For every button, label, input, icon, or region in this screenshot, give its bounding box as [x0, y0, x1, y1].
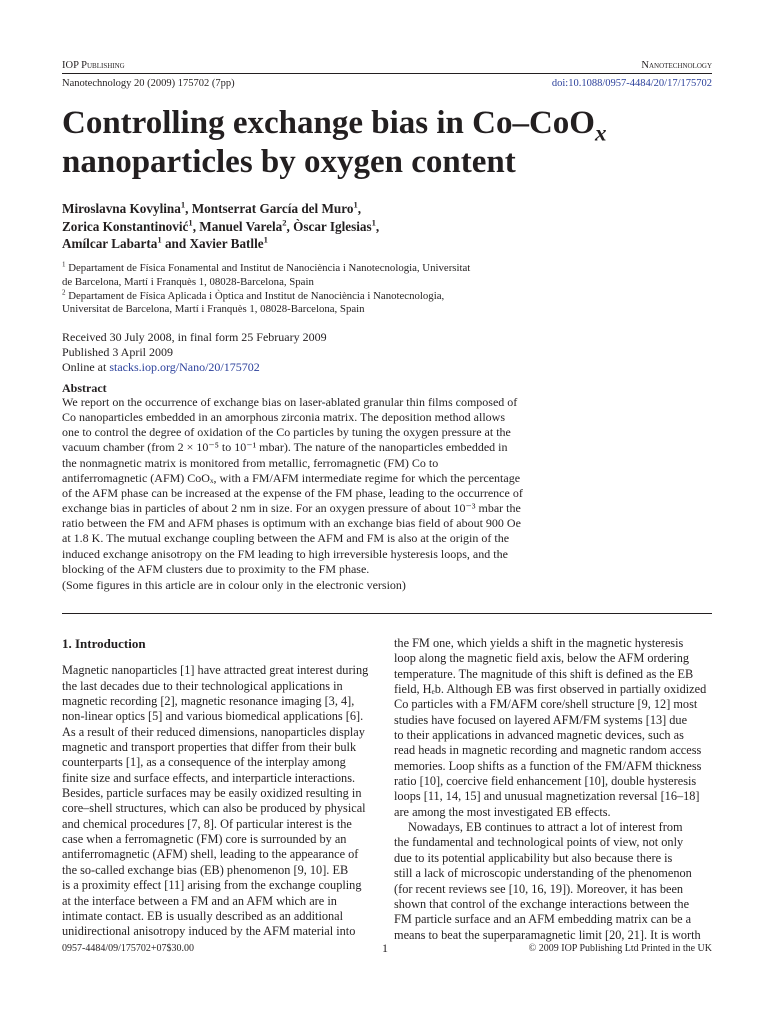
body-line: loop along the magnetic field axis, below the AFM ordering — [394, 651, 690, 666]
author-affiliation-mark: 2 — [282, 217, 287, 228]
doi-link[interactable]: doi:10.1088/0957-4484/20/17/175702 — [551, 78, 712, 89]
abstract-line: antiferromagnetic (AFM) CoOₓ, with a FM/AFM intermediate regime for which the percentage — [62, 470, 521, 485]
author-affiliation-mark: 1 — [180, 199, 186, 210]
section-heading: 1. Introduction — [62, 636, 146, 651]
publication-dates — [62, 330, 712, 375]
published-date: Published 3 April 2009 — [62, 345, 174, 359]
body-line: field, Hₑb. Although EB was first observed in partially oxidized — [394, 682, 707, 697]
body-line: antiferromagnetic (AFM) shell, leading to the appearance of — [62, 847, 359, 862]
author-name: Òscar Iglesias — [293, 218, 372, 234]
received-date: Received 30 July 2008, in final form 25 February 2009 — [62, 330, 327, 344]
journal-name: Nanotechnology — [641, 60, 712, 71]
author-name: Montserrat García del Muro — [191, 201, 354, 216]
online-url-link[interactable]: stacks.iop.org/Nano/20/175702 — [109, 360, 260, 374]
body-line: Besides, particle surfaces may be easily oxidized resulting in — [62, 786, 362, 801]
body-line: is a proximity effect [11] arising from the exchange coupling — [62, 878, 362, 893]
title-subscript: x — [594, 119, 607, 146]
affiliation-2 — [62, 290, 712, 304]
abstract-line: exchange bias in particles of about 2 nm in size. For an oxygen pressure of about 10⁻³ mbar the — [62, 501, 521, 516]
author-name: Zorica Konstantinović — [62, 218, 189, 234]
author-affiliation-mark: 1 — [157, 234, 162, 245]
author-affiliation-mark: 1 — [263, 234, 268, 245]
paper-title — [62, 104, 712, 182]
body-line: the FM one, which yields a shift in the magnetic hysteresis — [394, 636, 684, 650]
body-line: non-linear optics [5] and various biomedical applications [6]. — [62, 709, 364, 724]
body-line: core–shell structures, which can also be produced by physical — [62, 801, 366, 816]
affiliation-text: Departament de Física Aplicada i Òptica and Institut de Nanociència i Nanotecnologia, — [68, 289, 445, 302]
body-line: due to its potential applicability but also because there is — [394, 850, 673, 865]
body-line: ratio [10], coercive field enhancement [10], double hysteresis — [394, 774, 697, 789]
header-rule — [62, 73, 712, 74]
body-line: the fundamental and technological points of view, not only — [394, 835, 684, 850]
body-line: Co particles with a FM/AFM core/shell structure [9, 12] most — [394, 697, 698, 712]
affiliations — [62, 262, 712, 317]
body-line: means to beat the superparamagnetic limit [20, 21]. It is worth — [394, 927, 701, 942]
affiliation-text: de Barcelona, Martí i Franquès 1, 08028-Barcelona, Spain — [62, 275, 314, 288]
author-name: Xavier Batlle — [189, 236, 264, 251]
abstract-line: We report on the occurrence of exchange bias on laser-ablated granular thin films composed of — [62, 395, 518, 409]
section-divider — [62, 613, 712, 614]
abstract-line: vacuum chamber (from 2 × 10⁻⁵ to 10⁻¹ mbar). The nature of the nanoparticles embedded in — [62, 440, 508, 455]
author-name: Manuel Varela — [199, 218, 283, 234]
body-line: magnetic recording [2], magnetic resonance imaging [3, 4], — [62, 694, 355, 709]
abstract-line: ratio between the FM and AFM phases is optimum with an exchange bias field of about 900 Oe — [62, 516, 521, 531]
abstract-line: Co nanoparticles embedded in an amorphous zirconia matrix. The deposition method allows — [62, 410, 506, 425]
page-number: 1 — [382, 941, 388, 955]
author-affiliation-mark: 1 — [371, 217, 376, 228]
body-line: case when a ferromagnetic (FM) core is surrounded by an — [62, 832, 347, 847]
body-line: to their applications in advanced magnetic devices, such as — [394, 728, 684, 743]
body-line: shown that control of the exchange interactions between the — [394, 896, 690, 911]
colour-note: (Some figures in this article are in colour only in the electronic version) — [62, 578, 406, 592]
title-line-1: Controlling exchange bias in Co–CoO — [62, 105, 595, 141]
title-line-2: nanoparticles by oxygen content — [62, 144, 516, 180]
abstract-line: induced exchange anisotropy on the FM leading to high irreversible hysteresis loops, and the — [62, 546, 508, 561]
body-column-left — [62, 636, 378, 940]
body-line: (for recent reviews see [10, 16, 19]). Moreover, it has been — [394, 881, 684, 896]
affiliation-text: Departament de Física Fonamental and Institut de Nanociència i Nanotecnologia, Universitat — [68, 262, 471, 274]
body-line: the so-called exchange bias (EB) phenomenon [9, 10]. EB — [62, 862, 349, 877]
body-line: memories. Loop shifts as a function of the FM/AFM thickness — [394, 758, 702, 773]
body-line: are among the most investigated EB effects. — [394, 804, 611, 819]
body-line: magnetic and transport properties that differ from their bulk — [62, 740, 357, 755]
author-affiliation-mark: 1 — [353, 199, 358, 210]
citation: Nanotechnology 20 (2009) 175702 (7pp) — [62, 78, 235, 89]
body-line: still a lack of microscopic understanding of the phenomenon — [394, 866, 692, 881]
affiliation-text: Universitat de Barcelona, Martí i Franquès 1, 08028-Barcelona, Spain — [62, 303, 365, 316]
abstract-body — [62, 395, 550, 577]
body-line: Magnetic nanoparticles [1] have attracted great interest during — [62, 663, 369, 678]
body-line: the last decades due to their technological applications in — [62, 678, 343, 693]
body-line: counterparts [1], as a consequence of the interplay among — [62, 755, 346, 770]
body-line: at the interface between a FM and an AFM which are in — [62, 893, 337, 908]
body-line: read heads in magnetic recording and magnetic random access — [394, 743, 702, 758]
body-line: studies have focused on layered AFM/FM systems [13] due — [394, 712, 688, 727]
abstract-line: of the AFM phase can be increased at the expense of the FM phase, leading to the occurrence of — [62, 485, 523, 500]
online-line — [62, 360, 712, 375]
publisher-name: IOP Publishing — [62, 60, 125, 71]
body-line: As a result of their reduced dimensions, nanoparticles display — [62, 724, 365, 739]
author-name: Miroslavna Kovylina — [62, 201, 181, 216]
body-line: intimate contact. EB is usually described as an additional — [62, 908, 344, 923]
body-line: temperature. The magnitude of this shift is defined as the EB — [394, 666, 694, 681]
author-name: Amílcar Labarta — [62, 236, 158, 251]
body-column-right — [394, 636, 712, 943]
online-label: Online at — [62, 360, 110, 374]
copyright: © 2009 IOP Publishing Ltd Printed in the UK — [528, 943, 712, 954]
author-list: Miroslavna Kovylina$^1$, Montserrat García del Muro$^1$, Zorica Konstantinović$^1$, Manuel Varela$^2$, Òscar Iglesias$^1$, Amílcar Labarta$^1$ and Xavier Batlle$^1$ — [62, 199, 380, 251]
affiliation-1 — [62, 262, 712, 276]
affiliation-number: 1 — [62, 260, 66, 269]
body-line: and chemical procedures [7, 8]. Of particular interest is the — [62, 816, 352, 831]
abstract-line: the nonmagnetic matrix is monitored from metallic, ferromagnetic (FM) Co to — [62, 455, 439, 470]
affiliation-number: 2 — [62, 288, 66, 296]
abstract-heading: Abstract — [62, 381, 107, 395]
body-line: FM particle surface and an AFM embedding matrix can be a — [394, 912, 692, 927]
body-line: unidirectional anisotropy induced by the AFM material into — [62, 924, 356, 939]
abstract-line: blocking of the AFM clusters due to proximity to the FM phase. — [62, 561, 370, 576]
body-line: loops [11, 14, 15] and unusual magnetization reversal [16–18] — [394, 789, 700, 804]
body-line: Nowadays, EB continues to attract a lot of interest from — [408, 820, 683, 835]
issn-code: 0957-4484/09/175702+07$30.00 — [62, 943, 195, 954]
author-affiliation-mark: 1 — [188, 217, 193, 228]
body-line: finite size and surface effects, and interparticle interactions. — [62, 770, 356, 785]
abstract-line: at 1.8 K. The mutual exchange coupling between the AFM and FM is also at the origin of the — [62, 531, 510, 546]
abstract-line: one to control the degree of oxidation of the Co particles by tuning the oxygen pressure at the — [62, 425, 511, 440]
